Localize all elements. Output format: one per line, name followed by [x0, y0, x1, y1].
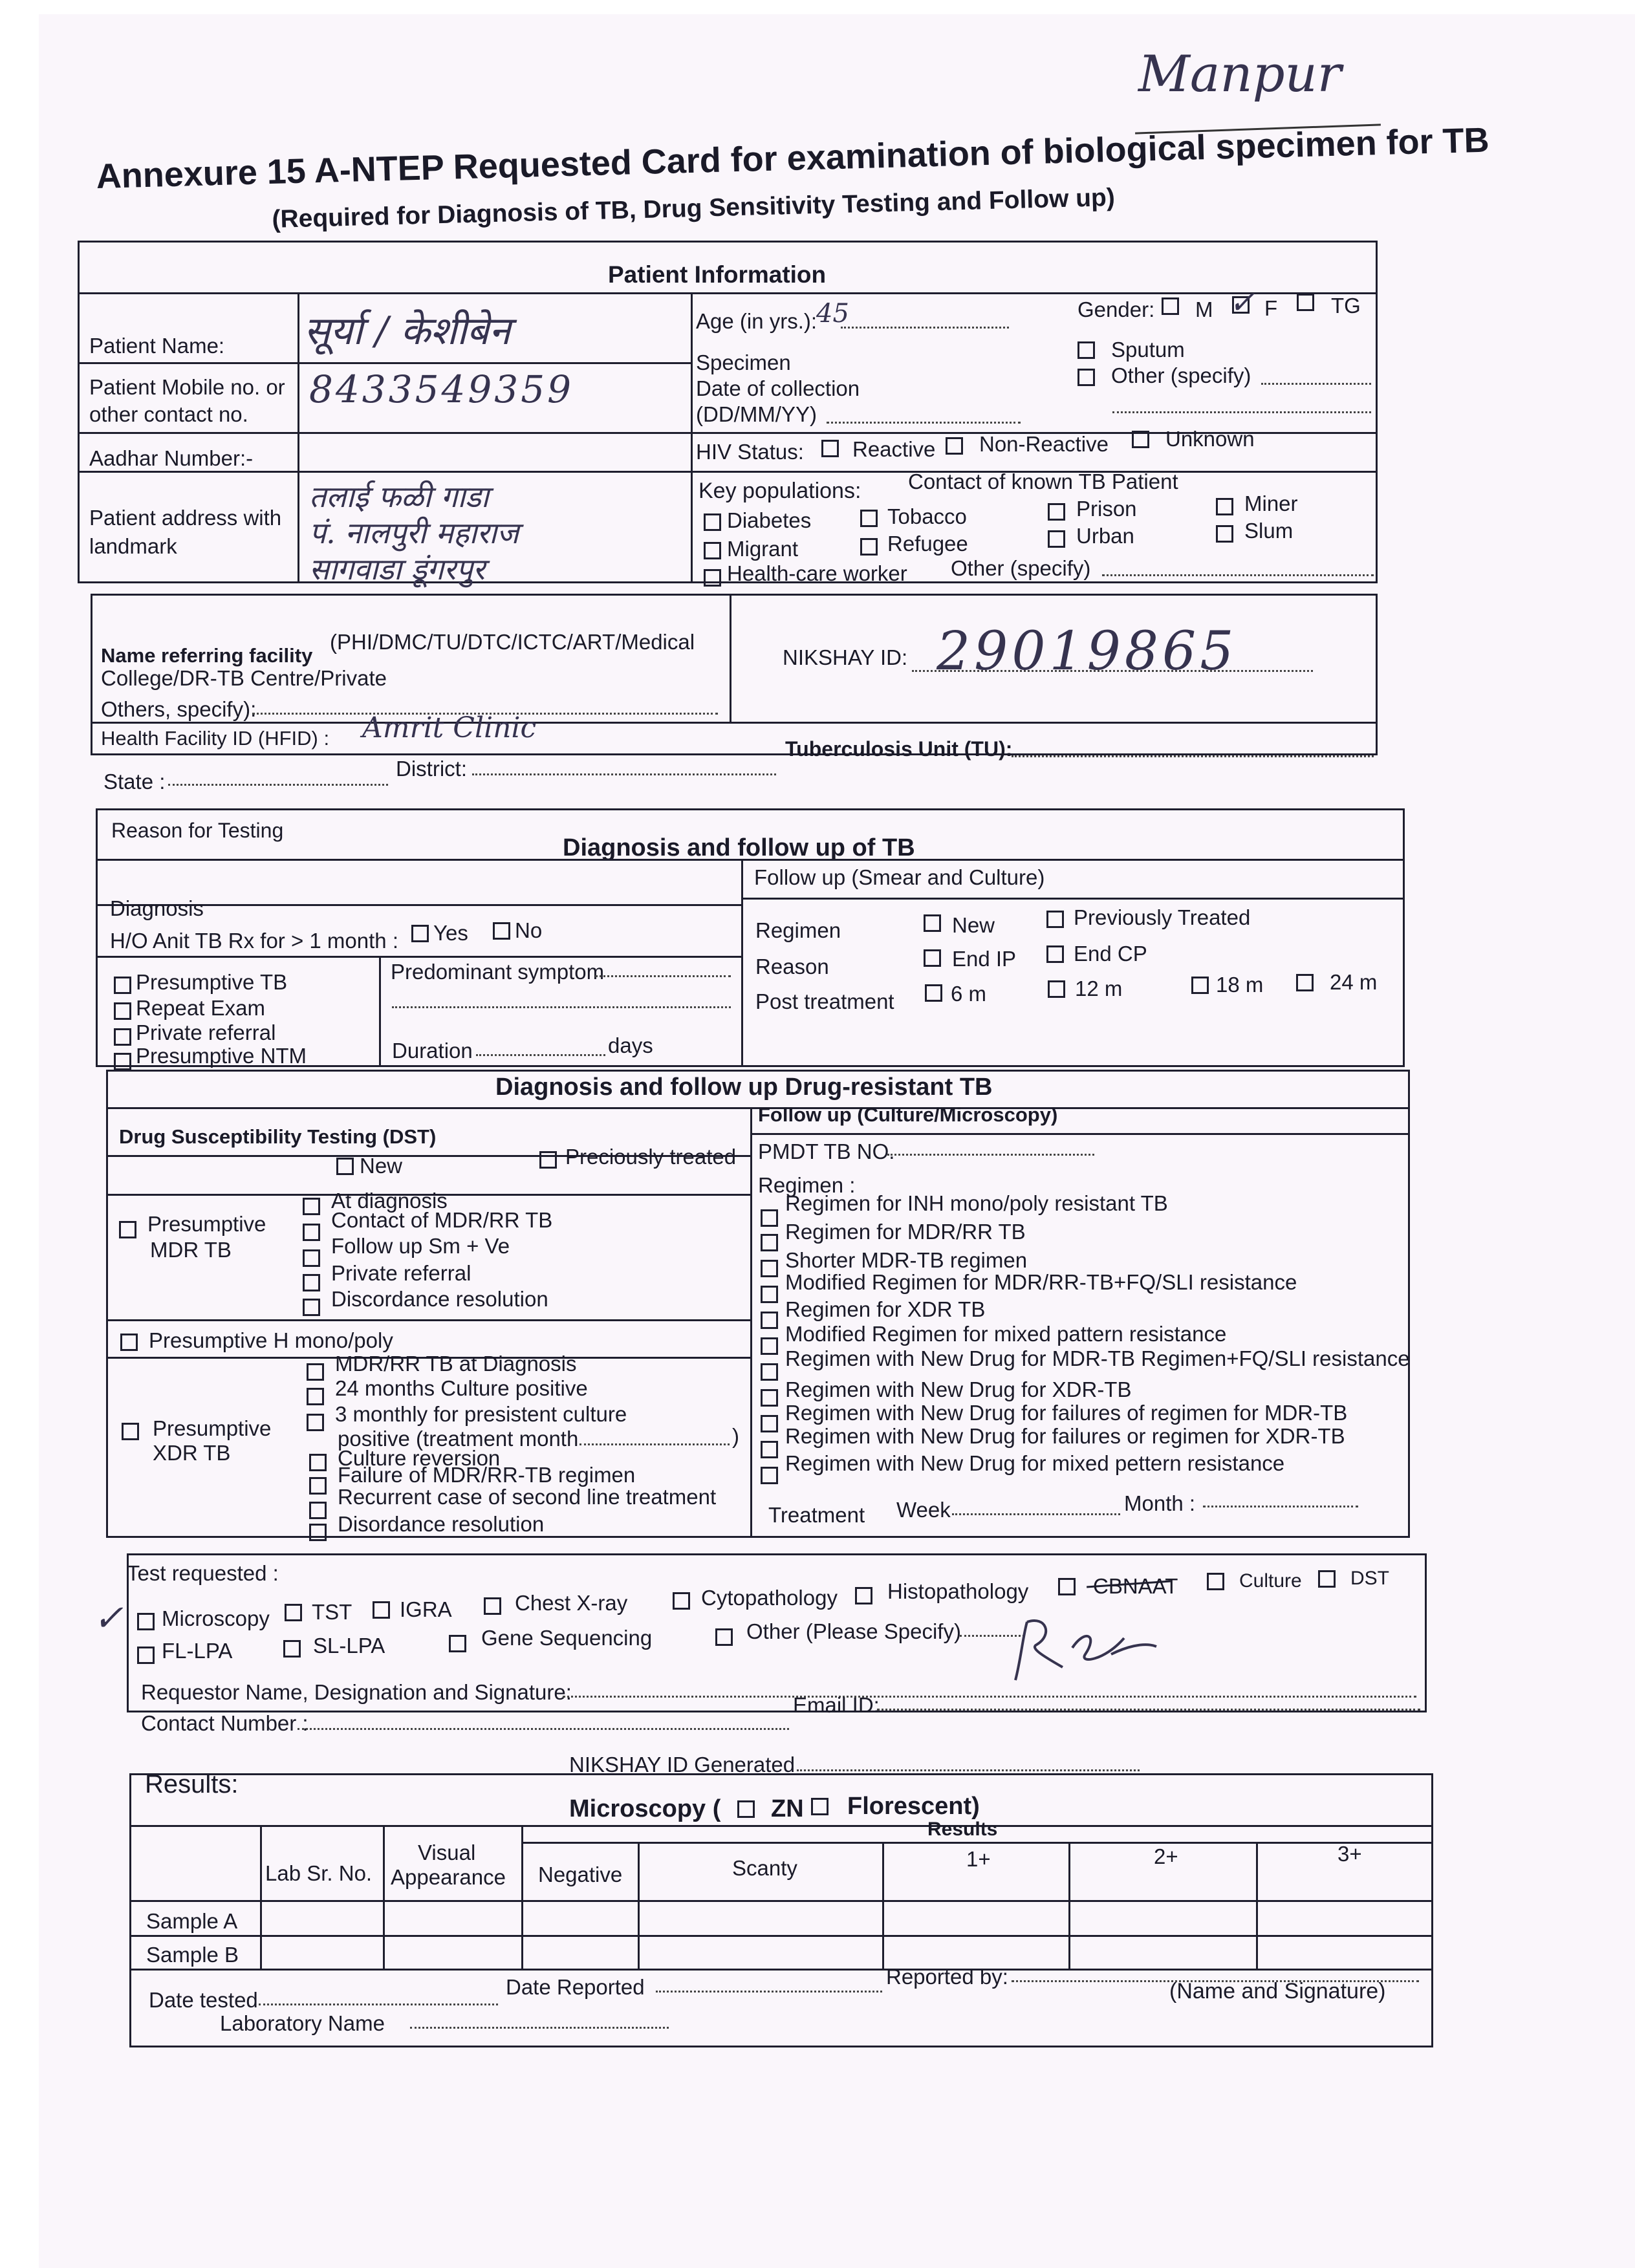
plus1-header: 1+ [966, 1847, 991, 1871]
dr-regimen-7-label: Regimen with New Drug for XDR-TB [785, 1377, 1132, 1401]
m12-label: 12 m [1075, 977, 1123, 1000]
collection-label-2: (DD/MM/YY) [696, 402, 817, 426]
dr-regimen-7-checkbox[interactable] [761, 1389, 778, 1407]
ho-yes-label: Yes [433, 921, 468, 945]
hiv-unknown-checkbox[interactable] [1132, 431, 1149, 448]
dr-tb-header: Diagnosis and follow up Drug-resistant TB [495, 1074, 993, 1101]
xdr-item-8-checkbox[interactable] [309, 1524, 327, 1541]
other-test-label: Other (Please Specify) [746, 1619, 961, 1643]
dr-regimen-6-checkbox[interactable] [761, 1363, 778, 1381]
xdr-item-6-label: Failure of MDR/RR-TB regimen [338, 1463, 636, 1487]
cytopathology-label: Cytopathology [701, 1586, 838, 1610]
specimen-label: Specimen [696, 351, 791, 374]
hfid-label: Health Facility ID (HFID) : [101, 727, 330, 750]
dr-regimen-4-checkbox[interactable] [761, 1312, 778, 1329]
duration-label: Duration [392, 1039, 473, 1063]
prison-label: Prison [1076, 497, 1137, 521]
dr-regimen-10-label: Regimen with New Drug for mixed pettern resistance [785, 1451, 1285, 1475]
refugee-checkbox[interactable] [860, 538, 878, 556]
ho-no-label: No [515, 918, 543, 942]
corner-handwritten-note: Manpur [1138, 45, 1342, 103]
histopathology-label: Histopathology [887, 1579, 1029, 1603]
mdr-item-0-checkbox[interactable] [303, 1198, 320, 1215]
xdr-item-6-checkbox[interactable] [309, 1477, 327, 1495]
m6-checkbox[interactable] [925, 984, 942, 1002]
dr-regimen-4-label: Regimen for XDR TB [785, 1297, 986, 1321]
test-requested-label: Test requested : [127, 1561, 279, 1585]
dr-regimen-1-checkbox[interactable] [761, 1234, 778, 1251]
refugee-label: Refugee [887, 532, 968, 556]
results-subheader: Results [927, 1819, 998, 1840]
sample-b-label: Sample B [146, 1943, 239, 1967]
hiv-nonreactive-checkbox[interactable] [946, 437, 963, 455]
end-cp-label: End CP [1074, 942, 1147, 966]
ho-yes-checkbox[interactable] [411, 925, 429, 942]
xdr-item-7-label: Recurrent case of second line treatment [338, 1485, 717, 1509]
sl-lpa-label: SL-LPA [313, 1634, 385, 1658]
chest-xray-checkbox[interactable] [484, 1597, 501, 1615]
dst-new-label: New [360, 1154, 403, 1178]
pmdt-label: PMDT TB NO. [758, 1139, 895, 1163]
form-title: Annexure 15 A-NTEP Requested Card for examination of biological specimen for TB [96, 120, 1490, 196]
sl-lpa-checkbox[interactable] [283, 1640, 301, 1658]
other-specimen-label: Other (specify) [1111, 363, 1251, 387]
m24-checkbox[interactable] [1296, 974, 1314, 991]
post-treatment-label: Post treatment [755, 989, 894, 1013]
dx-tb-header: Diagnosis and follow up of TB [563, 834, 915, 861]
m18-label: 18 m [1216, 973, 1264, 997]
nikshay-id-field[interactable]: 29019865 [937, 621, 1238, 682]
repeat-exam-checkbox[interactable] [114, 1002, 131, 1020]
presumptive-xdr-checkbox[interactable] [122, 1423, 139, 1440]
age-label: Age (in yrs.): [696, 309, 817, 333]
igra-label: IGRA [400, 1597, 452, 1621]
repeat-exam-label: Repeat Exam [136, 996, 265, 1020]
negative-header: Negative [538, 1863, 623, 1886]
dr-regimen-8-label: Regimen with New Drug for failures of regimen for MDR-TB [785, 1401, 1348, 1425]
m6-label: 6 m [951, 982, 987, 1006]
m12-checkbox[interactable] [1048, 980, 1065, 998]
xdr-item-2-label: 3 monthly for presistent culture [335, 1402, 627, 1426]
referring-facility-line-2: College/DR-TB Centre/Private [101, 666, 387, 690]
private-referral-checkbox[interactable] [114, 1028, 131, 1046]
key-populations-label: Key populations: [698, 479, 861, 503]
district-label: District: [396, 757, 467, 781]
other-test-checkbox[interactable] [715, 1628, 733, 1646]
mdr-item-1-label: Contact of MDR/RR TB [331, 1208, 553, 1232]
nikshay-generated-label: NIKSHAY ID Generated [569, 1753, 796, 1777]
diagnosis-label: Diagnosis [110, 896, 204, 920]
tobacco-checkbox[interactable] [860, 510, 878, 527]
address-label-2: landmark [89, 534, 177, 558]
mdr-item-3-checkbox[interactable] [303, 1274, 320, 1291]
mdr-item-3-label: Private referral [331, 1261, 471, 1285]
microscopy-results-prefix: Microscopy ( [569, 1795, 721, 1822]
regimen-label: Regimen [755, 918, 841, 942]
dr-regimen-5-checkbox[interactable] [761, 1337, 778, 1355]
referring-facility-line-3: Others, specify): [101, 697, 257, 721]
diabetes-checkbox[interactable] [704, 513, 721, 531]
mdr-item-4-label: Discordance resolution [331, 1287, 548, 1311]
patient-name-label: Patient Name: [89, 334, 225, 358]
urban-checkbox[interactable] [1048, 530, 1065, 548]
dst-label: DST [1350, 1568, 1389, 1589]
sputum-checkbox[interactable] [1077, 341, 1095, 359]
dst-prev-treated-checkbox[interactable] [539, 1151, 557, 1169]
visual-header-2: Appearance [391, 1865, 506, 1889]
tst-label: TST [312, 1600, 352, 1624]
mdr-item-0-label: At diagnosis [331, 1189, 448, 1213]
xdr-item-3-label: positive (treatment month [338, 1427, 579, 1451]
zn-checkbox[interactable] [737, 1800, 755, 1818]
migrant-label: Migrant [727, 537, 799, 561]
reason-for-testing-label: Reason for Testing [111, 819, 284, 842]
address-label-1: Patient address with [89, 506, 282, 530]
xdr-item-0-label: MDR/RR TB at Diagnosis [335, 1352, 577, 1376]
urban-label: Urban [1076, 524, 1134, 548]
xdr-item-1-checkbox[interactable] [307, 1388, 324, 1405]
dr-regimen-6-label: Regimen with New Drug for MDR-TB Regimen+FQ/SLI resistance [785, 1346, 1410, 1370]
presumptive-ntm-label: Presumptive NTM [136, 1044, 307, 1068]
end-cp-checkbox[interactable] [1046, 945, 1064, 963]
mdr-item-2-label: Follow up Sm + Ve [331, 1234, 510, 1258]
visual-header-1: Visual [418, 1841, 476, 1864]
migrant-checkbox[interactable] [704, 542, 721, 559]
slum-label: Slum [1244, 519, 1294, 543]
prison-checkbox[interactable] [1048, 503, 1065, 521]
gender-m-label: M [1195, 297, 1213, 321]
mobile-label-2: other contact no. [89, 402, 248, 426]
gender-f-tick-icon: ✓ [1229, 285, 1255, 321]
tu-label: Tuberculosis Unit (TU): [785, 737, 1013, 761]
xdr-item-0-checkbox[interactable] [307, 1363, 324, 1381]
hiv-reactive-checkbox[interactable] [821, 440, 839, 457]
mdr-item-2-checkbox[interactable] [303, 1249, 320, 1267]
treatment-label: Treatment [768, 1503, 865, 1527]
culture-label: Culture [1239, 1570, 1302, 1592]
dr-regimen-10-checkbox[interactable] [761, 1467, 778, 1484]
contact-number-label: Contact Number : [141, 1711, 309, 1735]
laboratory-name-label: Laboratory Name [220, 2011, 385, 2035]
referring-facility-label: Name referring facility [101, 644, 313, 667]
m24-label: 24 m [1330, 970, 1378, 994]
gender-m-checkbox[interactable] [1162, 297, 1179, 315]
patient-name-field[interactable]: सूर्या / केशीबेन [304, 308, 511, 354]
fu-new-label: New [952, 913, 995, 937]
state-label: State : [103, 770, 166, 794]
tobacco-label: Tobacco [887, 504, 967, 528]
dst-header: Drug Susceptibility Testing (DST) [119, 1125, 437, 1148]
florescent-checkbox[interactable] [811, 1798, 828, 1815]
dst-checkbox[interactable] [1318, 1570, 1336, 1588]
hcw-checkbox[interactable] [704, 569, 721, 587]
gene-sequencing-label: Gene Sequencing [481, 1626, 653, 1650]
nikshay-id-label: NIKSHAY ID: [783, 645, 908, 669]
date-reported-label: Date Reported [506, 1975, 645, 1999]
presumptive-tb-label: Presumptive TB [136, 970, 288, 994]
mdr-item-4-checkbox[interactable] [303, 1299, 320, 1316]
private-referral-label: Private referral [136, 1021, 276, 1044]
fu-new-checkbox[interactable] [924, 914, 941, 932]
mobile-field[interactable]: 8433549359 [309, 367, 574, 411]
cbnaat-label: CBNAAT [1093, 1574, 1178, 1598]
other-specimen-checkbox[interactable] [1077, 369, 1095, 386]
xdr-item-7-checkbox[interactable] [309, 1502, 327, 1519]
presumptive-ntm-checkbox[interactable] [114, 1053, 131, 1070]
xdr-item-5-label: Culture reversion [338, 1446, 501, 1470]
dr-followup-header: Follow up (Culture/Microscopy) [758, 1103, 1058, 1126]
sample-a-label: Sample A [146, 1909, 238, 1933]
form-subtitle: (Required for Diagnosis of TB, Drug Sensitivity Testing and Follow up) [272, 183, 1116, 233]
dst-new-checkbox[interactable] [336, 1158, 354, 1175]
chest-xray-label: Chest X-ray [515, 1591, 628, 1615]
slum-checkbox[interactable] [1216, 525, 1233, 543]
zn-label: ZN [771, 1795, 804, 1822]
address-line-1[interactable]: तलाई फळी गाडा [309, 479, 489, 514]
email-label: Email ID: [793, 1693, 880, 1717]
diabetes-label: Diabetes [727, 508, 812, 532]
reported-by-label: Reported by: [886, 1965, 1008, 1989]
presumptive-mdr-label-1: Presumptive [147, 1212, 266, 1236]
hiv-label: HIV Status: [696, 440, 804, 464]
presumptive-tb-checkbox[interactable] [114, 977, 131, 994]
florescent-label: Florescent) [847, 1793, 980, 1820]
dr-regimen-2-label: Shorter MDR-TB regimen [785, 1248, 1028, 1272]
gender-tg-checkbox[interactable] [1297, 294, 1314, 311]
xdr-item-2-checkbox[interactable] [307, 1414, 324, 1431]
cbnaat-checkbox[interactable] [1058, 1578, 1076, 1595]
aadhar-label: Aadhar Number:- [89, 446, 254, 470]
microscopy-label: Microscopy [162, 1606, 270, 1630]
end-ip-checkbox[interactable] [924, 949, 941, 967]
xdr-item-5-checkbox[interactable] [309, 1454, 327, 1471]
predominant-symptom-label: Predominant symptom [391, 960, 605, 984]
dr-regimen-0-checkbox[interactable] [761, 1209, 778, 1227]
xdr-item-8-label: Disordance resolution [338, 1512, 545, 1536]
patient-info-header: Patient Information [608, 261, 827, 288]
followup-smear-header: Follow up (Smear and Culture) [754, 865, 1045, 889]
histopathology-checkbox[interactable] [855, 1587, 872, 1604]
gene-sequencing-checkbox[interactable] [449, 1635, 466, 1652]
dr-regimen-8-checkbox[interactable] [761, 1415, 778, 1432]
fl-lpa-label: FL-LPA [162, 1639, 233, 1663]
microscopy-tick-icon: ✓ [93, 1597, 124, 1639]
plus3-header: 3+ [1337, 1842, 1362, 1866]
dr-regimen-5-label: Modified Regimen for mixed pattern resistance [785, 1322, 1227, 1346]
miner-label: Miner [1244, 491, 1298, 515]
dr-regimen-3-label: Modified Regimen for MDR/RR-TB+FQ/SLI resistance [785, 1270, 1297, 1294]
dr-regimen-1-label: Regimen for MDR/RR TB [785, 1220, 1026, 1244]
culture-checkbox[interactable] [1207, 1573, 1224, 1590]
presumptive-h-checkbox[interactable] [120, 1334, 138, 1351]
dr-regimen-9-checkbox[interactable] [761, 1441, 778, 1458]
address-line-2[interactable]: पं. नालपुरी महाराज [309, 515, 519, 550]
presumptive-xdr-label-1: Presumptive [153, 1416, 272, 1440]
igra-checkbox[interactable] [373, 1601, 390, 1619]
dr-regimen-label: Regimen : [758, 1173, 856, 1197]
dr-regimen-0-label: Regimen for INH mono/poly resistant TB [785, 1191, 1168, 1215]
requestor-signature [1001, 1609, 1169, 1696]
mobile-label-1: Patient Mobile no. or [89, 375, 285, 399]
requestor-label: Requestor Name, Designation and Signature: [141, 1680, 572, 1704]
hcw-label: Health-care worker [727, 561, 907, 585]
gender-f-label: F [1264, 296, 1278, 320]
dr-regimen-9-label: Regimen with New Drug for failures or regimen for XDR-TB [785, 1424, 1345, 1448]
end-ip-label: End IP [952, 947, 1017, 971]
week-label: Week [896, 1498, 951, 1522]
dr-regimen-3-checkbox[interactable] [761, 1286, 778, 1303]
ho-no-checkbox[interactable] [493, 922, 510, 940]
hiv-reactive-label: Reactive [852, 437, 936, 461]
fl-lpa-checkbox[interactable] [137, 1647, 155, 1664]
dst-prev-treated-label: Preciously treated [565, 1145, 737, 1169]
miner-checkbox[interactable] [1216, 498, 1233, 515]
hiv-unknown-label: Unknown [1165, 427, 1255, 451]
presumptive-mdr-checkbox[interactable] [119, 1221, 136, 1238]
scanty-header: Scanty [732, 1856, 797, 1880]
fu-prev-treated-label: Previously Treated [1074, 905, 1251, 929]
days-label: days [608, 1033, 653, 1057]
dr-regimen-2-checkbox[interactable] [761, 1260, 778, 1277]
fu-prev-treated-checkbox[interactable] [1046, 911, 1064, 928]
reason-label: Reason [755, 955, 829, 978]
hiv-nonreactive-label: Non-Reactive [979, 432, 1109, 456]
m18-checkbox[interactable] [1191, 977, 1209, 994]
age-field[interactable]: 45 [816, 299, 849, 329]
referring-facility-types: (PHI/DMC/TU/DTC/ICTC/ART/Medical [330, 630, 695, 654]
month-label: Month : [1124, 1491, 1196, 1515]
xdr-item-3-close-paren: ) [732, 1424, 739, 1448]
xdr-item-1-label: 24 months Culture positive [335, 1376, 588, 1400]
tst-checkbox[interactable] [285, 1604, 302, 1621]
cytopathology-checkbox[interactable] [673, 1592, 690, 1610]
collection-label-1: Date of collection [696, 376, 860, 400]
presumptive-xdr-label-2: XDR TB [153, 1441, 231, 1465]
address-line-3[interactable]: सागवाडा डूंगरपुर [309, 552, 485, 587]
aadhar-field[interactable] [299, 435, 689, 470]
plus2-header: 2+ [1154, 1844, 1178, 1868]
name-signature-label: (Name and Signature) [1169, 1979, 1386, 2003]
gender-label: Gender: [1077, 297, 1155, 321]
results-label: Results: [145, 1770, 239, 1798]
ho-anti-tb-label: H/O Anit TB Rx for > 1 month : [110, 929, 398, 953]
microscopy-checkbox[interactable] [137, 1613, 155, 1630]
other-population-label: Other (specify) [951, 556, 1091, 580]
presumptive-h-label: Presumptive H mono/poly [149, 1328, 393, 1352]
sputum-label: Sputum [1111, 338, 1185, 362]
date-tested-label: Date tested [149, 1988, 258, 2012]
hfid-field[interactable]: Amrit Clinic [362, 711, 537, 744]
presumptive-mdr-label-2: MDR TB [150, 1238, 232, 1262]
mdr-item-1-checkbox[interactable] [303, 1224, 320, 1241]
lab-sr-header: Lab Sr. No. [265, 1861, 373, 1885]
contact-known-label: Contact of known TB Patient [908, 470, 1178, 493]
gender-tg-label: TG [1331, 294, 1361, 318]
